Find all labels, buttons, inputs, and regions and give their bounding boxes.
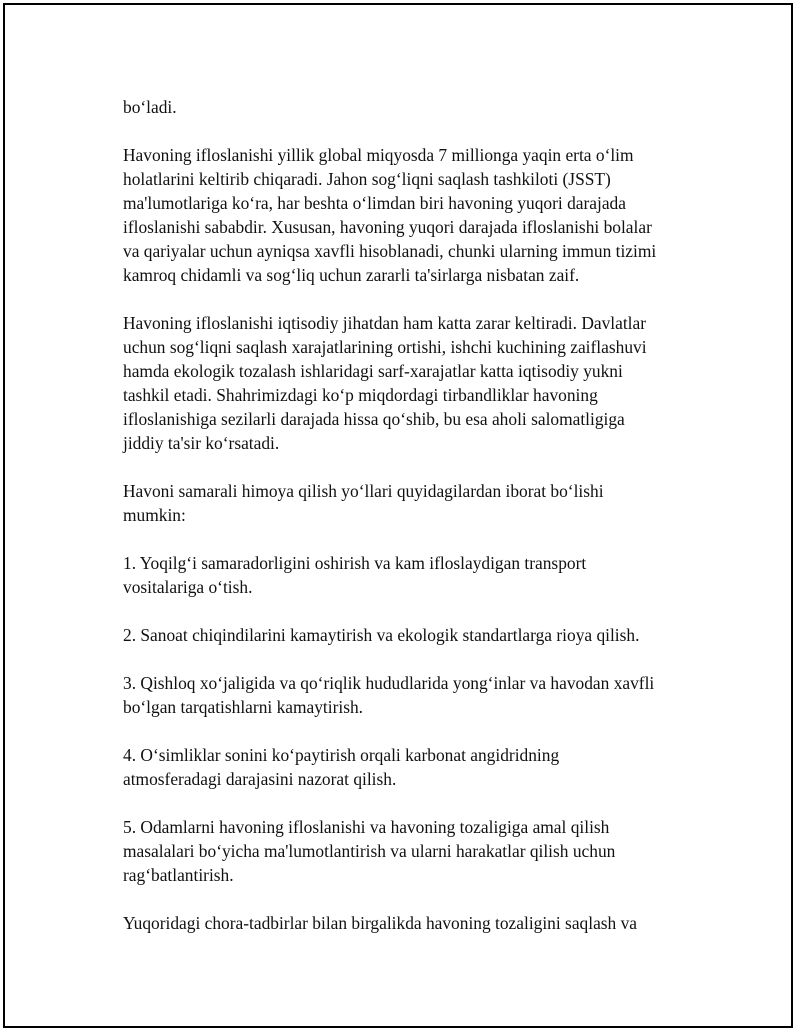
list-item-3: 3. Qishloq xo‘jaligida va qo‘riqlik hududlarida yong‘inlar va havodan xavfli bo‘lgan tarqatishlarni kamaytirish.: [123, 673, 655, 717]
document-body: [123, 95, 693, 959]
list-item-4: 4. O‘simliklar sonini ko‘paytirish orqali karbonat angidridning atmosferadagi darajasini nazorat qilish.: [123, 745, 560, 789]
document-page: [3, 3, 793, 1028]
list-item-1: 1. Yoqilg‘i samaradorligini oshirish va kam ifloslaydigan transport vositalariga o‘tish.: [123, 553, 587, 597]
list-item-5: 5. Odamlarni havoning ifloslanishi va havoning tozaligiga amal qilish masalalari bo‘yicha ma'lumotlantirish va ularni harakatlar qilish uchun rag‘batlantirish.: [123, 817, 616, 885]
list-item-2: 2. Sanoat chiqindilarini kamaytirish va ekologik standartlarga rioya qilish.: [123, 625, 640, 645]
paragraph-continuation: bo‘ladi.: [123, 97, 177, 117]
paragraph-protection-intro: Havoni samarali himoya qilish yo‘llari quyidagilardan iborat bo‘lishi mumkin:: [123, 481, 604, 525]
paragraph-conclusion-start: Yuqoridagi chora-tadbirlar bilan birgalikda havoning tozaligini saqlash va: [123, 913, 638, 933]
paragraph-economic-impact: Havoning ifloslanishi iqtisodiy jihatdan ham katta zarar keltiradi. Davlatlar uchun sog‘liqni saqlash xarajatlarining ortishi, ishchi kuchining zaiflashuvi hamda ekologik tozalash ishlaridagi sarf-xarajatlar katta iqtisodiy yukni tashkil etadi. Shahrimizdagi ko‘p miqdordagi tirbandliklar havoning ifloslanishiga sezilarli darajada hissa qo‘shib, bu esa aholi salomatligiga jiddiy ta'sir ko‘rsatadi.: [123, 313, 647, 453]
paragraph-health-impact: Havoning ifloslanishi yillik global miqyosda 7 millionga yaqin erta o‘lim holatlarini keltirib chiqaradi. Jahon sog‘liqni saqlash tashkiloti (JSST) ma'lumotlariga ko‘ra, har beshta o‘limdan biri havoning yuqori darajada ifloslanishi sababdir. Xususan, havoning yuqori darajada ifloslanishi bolalar va qariyalar uchun ayniqsa xavfli hisoblanadi, chunki ularning immun tizimi kamroq chidamli va sog‘liq uchun zararli ta'sirlarga nisbatan zaif.: [123, 145, 657, 285]
